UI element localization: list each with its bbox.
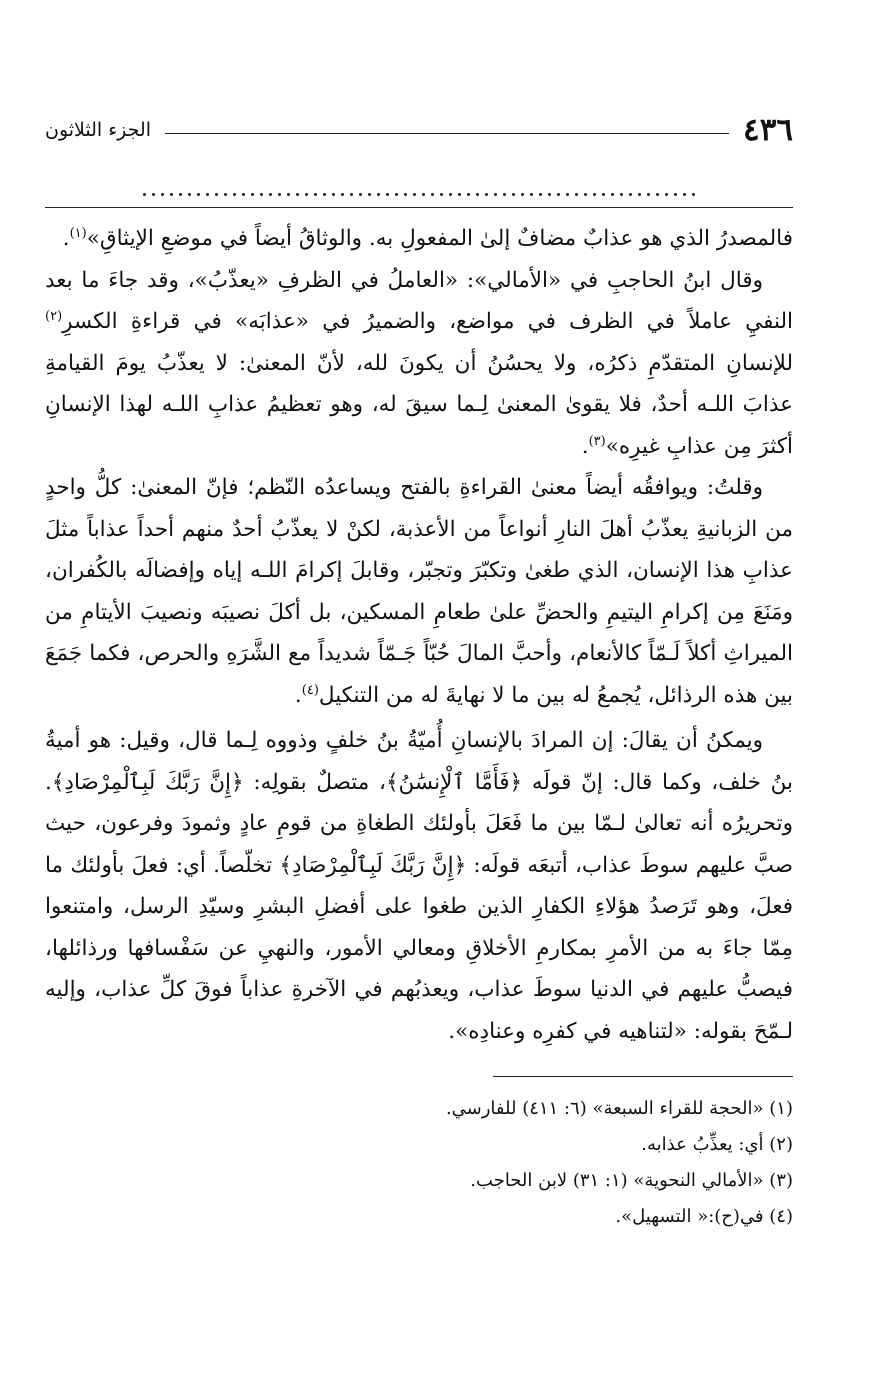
separator-dot	[539, 193, 542, 196]
separator-dot	[206, 193, 209, 196]
paragraph-end: .	[581, 433, 589, 459]
separator-dot	[674, 193, 677, 196]
separator-dot	[656, 193, 659, 196]
separator-dot	[269, 193, 272, 196]
separator-dot	[467, 193, 470, 196]
separator-dot	[530, 193, 533, 196]
separator-dot	[557, 193, 560, 196]
separator-dot	[278, 193, 281, 196]
footnote-marker: (٢)	[45, 308, 63, 324]
page-header	[45, 110, 793, 150]
book-page	[45, 110, 793, 1235]
separator-dot	[566, 193, 569, 196]
separator-dot	[692, 193, 695, 196]
paragraph-text: وقلتُ: ويوافقُه أيضاً معنىٰ القراءةِ بالفتح ويساعدُه النّظم؛ فإنّ المعنىٰ: كلُّ واحدٍ من الزبانيةِ يعذّبُ أهلَ النارِ أنواعاً من الأعذبة، لكنْ لا يعذّبُ أحدٌ منهم أحداً عذاباً مثلَ عذابِ هذا الإنسان، الذي طغىٰ وتكبّرَ وتجبّر، وقابلَ إكرامَ اللـه إياه وإفضالَه بالكُفران، ومَنَعَ مِن إكرامِ اليتيمِ والحضِّ علىٰ طعامِ المسكين، بل أكلَ نصيبَه ونصيبَ الأيتامِ من الميراثِ أكلاً لَـمّاً كالأنعام، وأحبَّ المالَ حُبّاً جَـمّاً شديداً مع الشَّرَهِ والحرص، فكما جَمَعَ بين هذه الرذائل، يُجمعُ له بين ما لا نهايةَ له من التنكيل	[45, 475, 793, 708]
paragraph-text: ويمكنُ أن يقالَ: إن المرادَ بالإنسانِ أُميّةُ بنُ خلفٍ وذووه لِـما قال، وقيل: هو أميةُ بنُ خلف، وكما قال: إنّ قولَه ﴿فَأَمَّا ٱلْإِنسَٰنُ﴾، متصلٌ بقولِه: ﴿إِنَّ رَبَّكَ لَبِٱلْمِرْصَادِ﴾. وتحريرُه أنه تعالىٰ لـمّا بين ما فَعَلَ بأولئك الطغاةِ من قومِ عادٍ وثمودَ وفرعون، حيث صبَّ عليهم سوطَ عذاب، أتبعَه قولَه: ﴿إِنَّ رَبَّكَ لَبِٱلْمِرْصَادِ﴾ تخلّصاً. أي: فعلَ بأولئك ما فعلَ، وهو تَرَصدُ هؤلاءِ الكفارِ الذين طغوا على أفضلِ البشرِ وسيّدِ الرسل، وامتنعوا مِمّا جاءَ به من الأمرِ بمكارمِ الأخلاقِ ومعالي الأمور، والنهيِ عن سَفْسافها ورذائلها، فيصبُّ عليهم في الدنيا سوطَ عذاب، ويعذبُهم في الآخرةِ عذاباً فوقَ كلِّ عذاب، وإليه لـمّحَ بقوله: «لتناهيه في كفرِه وعنادِه».	[45, 728, 793, 1044]
footnote-marker: (٤)	[301, 682, 319, 698]
separator-dot	[395, 193, 398, 196]
separator-dot	[161, 193, 164, 196]
main-text	[45, 218, 793, 1052]
paragraph-2	[45, 260, 793, 468]
separator-dot	[368, 193, 371, 196]
separator-dot	[323, 193, 326, 196]
footnote-1: (١) «الحجة للقراء السبعة» (٦: ٤١١) للفارسي.	[445, 1098, 793, 1119]
dotted-separator	[45, 185, 793, 205]
footnote-marker: (١)	[69, 225, 87, 241]
footnote-marker: (٣)	[588, 433, 606, 449]
separator-dot	[332, 193, 335, 196]
separator-dot	[377, 193, 380, 196]
separator-dot	[620, 193, 623, 196]
footnotes	[45, 1091, 793, 1235]
separator-dot	[449, 193, 452, 196]
footnote-3: (٣) «الأمالي النحوية» (١: ٣١) لابن الحاجب.	[470, 1170, 793, 1191]
paragraph-1	[45, 218, 793, 260]
separator-dot	[440, 193, 443, 196]
separator-dot	[386, 193, 389, 196]
separator-dot	[665, 193, 668, 196]
separator-dot	[575, 193, 578, 196]
separator-dot	[260, 193, 263, 196]
separator-dot	[548, 193, 551, 196]
separator-dot	[215, 193, 218, 196]
running-title: الجزء الثلاثون	[45, 119, 151, 141]
footnote-rule	[493, 1076, 793, 1077]
separator-dot	[602, 193, 605, 196]
separator-dot	[296, 193, 299, 196]
separator-dot	[647, 193, 650, 196]
separator-dot	[521, 193, 524, 196]
paragraph-end: .	[62, 226, 70, 251]
separator-dot	[170, 193, 173, 196]
separator-dot	[314, 193, 317, 196]
separator-dot	[404, 193, 407, 196]
separator-dot	[224, 193, 227, 196]
separator-dot	[584, 193, 587, 196]
separator-dot	[611, 193, 614, 196]
paragraph-4	[45, 720, 793, 1052]
separator-dot	[359, 193, 362, 196]
separator-dot	[197, 193, 200, 196]
separator-dot	[629, 193, 632, 196]
separator-dot	[683, 193, 686, 196]
paragraph-text: وقال ابنُ الحاجبِ في «الأمالي»: «العاملُ في الظرفِ «يعذّبُ»، وقد جاءَ ما بعد النفيِ عاملاً في الظرف في مواضع، والضميرُ في «عذابَه» في قراءةِ الكسرِ	[45, 267, 793, 334]
separator-dot	[305, 193, 308, 196]
separator-dot	[476, 193, 479, 196]
page-number: ٤٣٦	[743, 112, 793, 148]
separator-dot	[242, 193, 245, 196]
separator-dot	[188, 193, 191, 196]
separator-dot	[593, 193, 596, 196]
paragraph-text: فالمصدرُ الذي هو عذابٌ مضافٌ إلىٰ المفعولِ به. والوثاقُ أيضاً في موضعِ الإيثاقِ»	[86, 226, 793, 251]
separator-dot	[431, 193, 434, 196]
paragraph-3	[45, 467, 793, 716]
separator-dot	[350, 193, 353, 196]
separator-dot	[251, 193, 254, 196]
footnote-4: (٤) في(ح):« التسهيل».	[615, 1206, 793, 1227]
separator-dot	[485, 193, 488, 196]
footnote-2: (٢) أي: يعذِّبُ عذابه.	[641, 1134, 793, 1155]
paragraph-end: .	[294, 682, 302, 708]
separator-dot	[512, 193, 515, 196]
text-top-rule	[45, 207, 793, 208]
separator-dot	[458, 193, 461, 196]
separator-dot	[233, 193, 236, 196]
separator-dot	[494, 193, 497, 196]
separator-dot	[143, 193, 146, 196]
separator-dot	[179, 193, 182, 196]
separator-dot	[152, 193, 155, 196]
separator-dot	[413, 193, 416, 196]
separator-dot	[341, 193, 344, 196]
separator-dot	[287, 193, 290, 196]
paragraph-text-cont: للإنسانِ المتقدّمِ ذكرُه، ولا يحسُنُ أن يكونَ لله، لأنّ المعنىٰ: لا يعذّبُ يومَ القيامةِ عذابَ اللـه أحدٌ، فلا يقوىٰ المعنىٰ لِـما سيقَ له، وهو تعظيمُ عذابِ اللـه لهذا الإنسانِ أكثرَ مِن عذابِ غيرِه»	[45, 350, 793, 459]
separator-dot	[503, 193, 506, 196]
separator-dot	[422, 193, 425, 196]
header-rule	[165, 133, 729, 134]
separator-dot	[638, 193, 641, 196]
